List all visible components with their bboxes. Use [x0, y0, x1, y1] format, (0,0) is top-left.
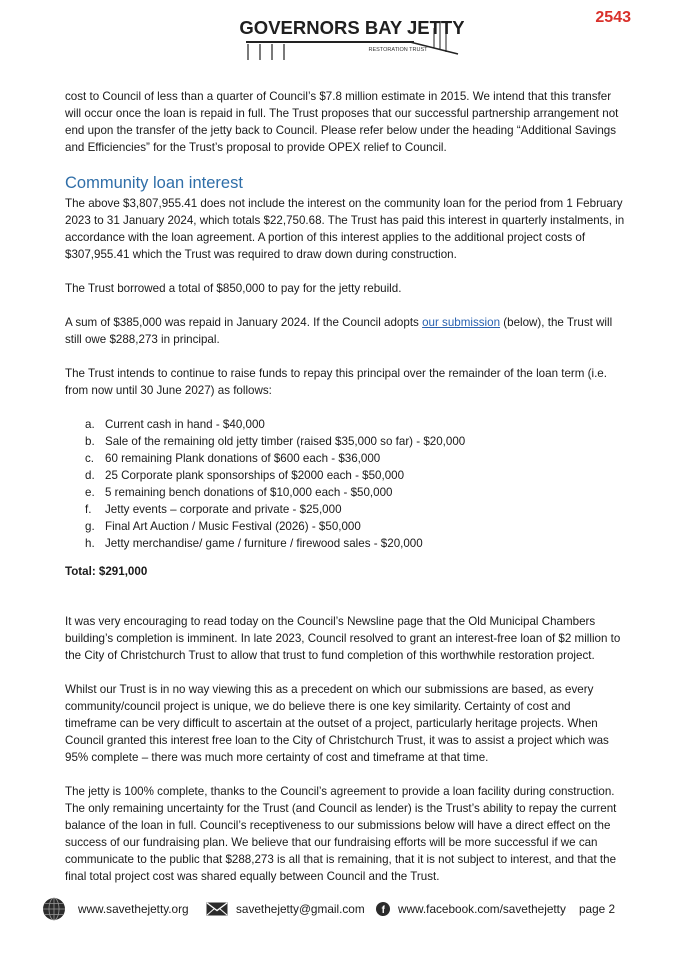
list-marker: g.: [85, 520, 95, 533]
page-stamp-number: 2543: [595, 9, 631, 26]
list-item: [85, 467, 625, 484]
complete-paragraph: The jetty is 100% complete, thanks to the Council’s agreement to provide a loan facility during construction. The only remaining uncertainty for the Trust (and Council as lender) is the Trust’s ability to repay the current balance of the loan in full. Council’s receptiveness to our submissions below will have a direct effect on the success of our fundraising plan. We believe that our fundraising efforts will be more successful if we can communicate to the public that $288,273 is all that is remaining, that it is not subject to interest, and that the final total project cost was shared equally between Council and the Trust.: [65, 785, 617, 883]
borrowed-paragraph: The Trust borrowed a total of $850,000 to pay for the jetty rebuild.: [65, 282, 402, 295]
list-item-text: Final Art Auction / Music Festival (2026) - $50,000: [105, 520, 361, 533]
interest-paragraph: The above $3,807,955.41 does not include the interest on the community loan for the period from 1 February 2023 to 31 January 2024, which totals $22,750.68. The Trust has paid this interest in quarterly instalments, in accordance with the loan agreement. A portion of this interest applies to the additional project costs of $307,955.41 which the Trust was required to draw down during construction.: [65, 197, 625, 261]
list-item: [85, 518, 625, 535]
list-item-text: Jetty events – corporate and private - $25,000: [105, 503, 342, 516]
list-item-text: 60 remaining Plank donations of $600 each - $36,000: [105, 452, 381, 465]
list-marker: a.: [85, 418, 95, 431]
list-item-text: Jetty merchandise/ game / furniture / firewood sales - $20,000: [105, 537, 423, 550]
precedent-paragraph: Whilst our Trust is in no way viewing this as a precedent on which our submissions are based, as every community/council project is unique, we do believe there is one key similarity. Certainty of cost and timeframe can be very difficult to ascertain at the outset of a project, particularly heritage projects. When Council granted this interest free loan to the City of Christchurch Trust, it was to assist a project which was 95% complete – there was much more certainty of cost and timeframe at that time.: [65, 683, 609, 764]
list-item: [85, 535, 625, 552]
list-marker: d.: [85, 469, 95, 482]
page-footer: [42, 897, 632, 923]
page-number: page 2: [579, 902, 616, 916]
list-marker: b.: [85, 435, 95, 448]
footer-facebook[interactable]: [376, 897, 566, 921]
list-marker: f.: [85, 503, 92, 516]
footer-website[interactable]: [42, 897, 189, 921]
list-item-text: 25 Corporate plank sponsorships of $2000 each - $50,000: [105, 469, 405, 482]
total-line: Total: $291,000: [65, 565, 148, 578]
list-item: [85, 450, 625, 467]
our-submission-link[interactable]: our submission: [422, 316, 501, 329]
newsline-paragraph: It was very encouraging to read today on the Council’s Newsline page that the Old Municipal Chambers building’s completion is imminent. In late 2023, Council resolved to grant an interest-free loan of $2 million to the City of Christchurch Trust to allow that trust to fund completion of this worthwhile restoration project.: [65, 615, 621, 662]
intro-paragraph: cost to Council of less than a quarter of Council’s $7.8 million estimate in 2015. We intend that this transfer will occur once the loan is repaid in full. The Trust proposes that our successful partnership arrangement not end upon the transfer of the jetty back to Council. Please refer below under the heading “Additional Savings and Efficiencies” for the Trust’s proposal to provide OPEX relief to Council.: [65, 90, 619, 154]
document-body: [65, 88, 625, 902]
intends-paragraph: The Trust intends to continue to raise funds to repay this principal over the remainder of the loan term (i.e. from now until 30 June 2027) as follows:: [65, 367, 607, 397]
facebook-link[interactable]: www.facebook.com/savethejetty: [398, 902, 566, 916]
list-item: [85, 433, 625, 450]
logo-title: GOVERNORS BAY JETTY: [240, 17, 464, 38]
svg-text:f: f: [381, 905, 385, 916]
funding-list: [85, 416, 625, 552]
email-link[interactable]: savethejetty@gmail.com: [236, 902, 365, 916]
footer-email[interactable]: [206, 897, 365, 921]
list-item: [85, 416, 625, 433]
trust-logo: [240, 14, 464, 62]
facebook-icon: [376, 902, 390, 916]
repaid-paragraph: [65, 314, 625, 348]
list-marker: e.: [85, 486, 95, 499]
section-heading: Community loan interest: [65, 174, 243, 192]
jetty-logo-graphic: [240, 14, 464, 62]
list-item-text: 5 remaining bench donations of $10,000 each - $50,000: [105, 486, 393, 499]
list-item-text: Sale of the remaining old jetty timber (raised $35,000 so far) - $20,000: [105, 435, 466, 448]
repaid-text-after: (below), the Trust will still owe $288,273 in principal.: [65, 316, 613, 346]
globe-icon: [42, 897, 66, 921]
website-link[interactable]: www.savethejetty.org: [78, 902, 189, 916]
list-marker: c.: [85, 452, 95, 465]
list-marker: h.: [85, 537, 95, 550]
list-item: [85, 484, 625, 501]
logo-subtitle: RESTORATION TRUST: [368, 47, 428, 53]
list-item-text: Current cash in hand - $40,000: [105, 418, 265, 431]
list-item: [85, 501, 625, 518]
repaid-text-before: A sum of $385,000 was repaid in January 2024. If the Council adopts: [65, 316, 423, 329]
mail-icon: [206, 902, 228, 916]
